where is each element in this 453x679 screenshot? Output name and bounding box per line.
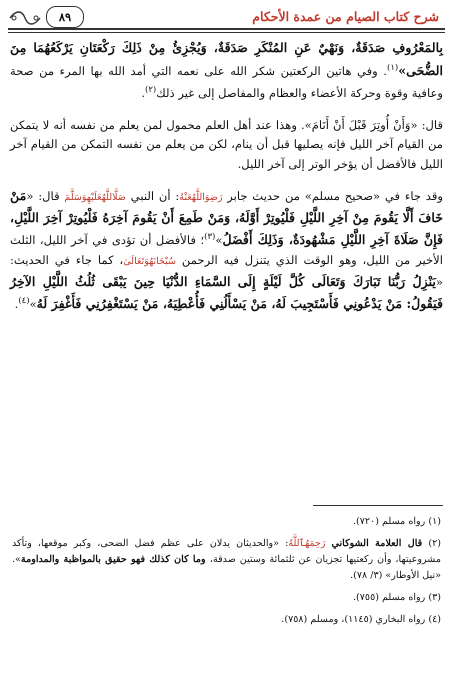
hadith-text: بِالمَعْرُوفِ صَدَقَةٌ، وَنَهْيٌ عَنِ المُنْكَرِ صَدَقَةٌ، وَيُجْزِئُ مِنْ ذَلِكَ رَكْعَتَانِ يَرْكَعُهُمَا مِنَ الضُّحَى» <box>10 40 443 78</box>
footnote-2: (٢) قال العلامة الشوكاني رَحِمَهُٱللَّهُ: «والحديثان يدلان على عظم فضل الضحى، وكبر موقعها، وتأكد مشروعيتها، وأن ركعتيها تجزيان عن ثلثمائة وستين صدقة، وما كان كذلك فهو حقيق بالمواظبة والمداومة». «نيل الأوطار» (٣/ ٧٨). <box>12 538 442 581</box>
footnote-ref-1: (١) <box>387 62 399 73</box>
main-text <box>10 38 443 321</box>
commentary-text: . وفي هاتين الركعتين شكر الله على نعمه التي أمد الله بها المرء من صحة وعافية وقوة وحركة الأعضاء والعظام والمفاصل إلى غير ذلك <box>10 63 443 100</box>
footnote-separator <box>313 505 443 506</box>
honorific-salla: صَلَّاللَّهُعَلَيْهِوَسَلَّمَ <box>64 192 126 204</box>
footnote-4: (٤) رواه البخاري (١١٤٥)، ومسلم (٧٥٨). <box>281 614 441 625</box>
footnote-3: (٣) رواه مسلم (٧٥٥). <box>352 592 441 603</box>
footnote-author: قال العلامة الشوكاني <box>331 538 423 549</box>
footnotes <box>12 514 441 634</box>
paragraph-3: وقد جاء في «صحيح مسلم» من حديث جابر رَضِوَاللَّهُعَنْهُ: أن النبي صَلَّاللَّهُعَلَيْهِوَسَلَّمَ قال: «مَنْ خَافَ أَلَّا يَقُومَ مِنْ آخِرِ اللَّيْلِ فَلْيُوتِرْ أَوَّلَهُ، وَمَنْ طَمِعَ أَنْ يَقُومَ آخِرَهُ فَلْيُوتِرْ آخِرَ اللَّيْلِ، فَإِنَّ صَلَاةَ آخِرِ اللَّيْلِ مَشْهُودَةٌ، وَذَلِكَ أَفْضَلُ»$^{(٣)}$؛ فالأفضل أن تؤدى في آخر الليل، الثلث الأخير من الليل، وهو الوقت الذي يتنزل فيه الرحمن سُبْحَانَهُوَتَعَالَىٰ، كما جاء في الحديث: «يَنْزِلُ رَبُّنَا تَبَارَكَ وَتَعَالَى كُلَّ لَيْلَةٍ إِلَى السَّمَاءِ الدُّنْيَا حِينَ يَبْقَى ثُلُثُ اللَّيْلِ الآخِرُ فَيَقُولُ: مَنْ يَدْعُونِي فَأَسْتَجِيبَ لَهُ، مَنْ يَسْأَلُنِي فَأُعْطِيَهُ، مَنْ يَسْتَغْفِرُنِي فَأَغْفِرَ لَهُ»$^{(٤)}$. <box>10 188 444 311</box>
footnote-1: (١) رواه مسلم (٧٢٠). <box>352 516 441 527</box>
honorific-subhanahu: سُبْحَانَهُوَتَعَالَىٰ <box>123 255 176 267</box>
header-rule-thin <box>8 32 445 33</box>
honorific-radiya: رَضِوَاللَّهُعَنْهُ <box>179 192 223 204</box>
running-title: شرح كتاب الصيام من عمدة الأحكام <box>252 9 439 24</box>
header-rule <box>8 28 445 30</box>
paragraph-2: قال: «وَأَنْ أُوتِرَ قَبْلَ أَنْ أَنَامَ». وهذا عند أهل العلم محمول لمن يعلم من نفسه أنه لا يتمكن من القيام آخر الليل فإنه يصليها قبل أن ينام، لكن من يعلم من نفسه التمكن من القيام آخر الليل فالأفضل أن يؤخر الوتر إلى آخر الليل. <box>10 117 443 171</box>
footnote-ref-3: (٣) <box>204 232 216 243</box>
page-number: ٨٩ <box>46 6 84 28</box>
ornament-icon <box>8 8 42 28</box>
footnote-ref-4: (٤) <box>18 296 30 307</box>
hadith-text-2: مَنْ خَافَ أَلَّا يَقُومَ مِنْ آخِرِ اللَّيْلِ فَلْيُوتِرْ أَوَّلَهُ، وَمَنْ طَمِعَ أَنْ يَقُومَ آخِرَهُ فَلْيُوتِرْ آخِرَ اللَّيْلِ، فَإِنَّ صَلَاةَ آخِرِ اللَّيْلِ مَشْهُودَةٌ، وَذَلِكَ أَفْضَلُ <box>10 188 444 248</box>
footnote-emphasis: وما كان كذلك فهو حقيق بالمواظبة والمداومة <box>20 554 210 565</box>
honorific-rahimahu: رَحِمَهُٱللَّهُ <box>288 538 326 549</box>
hadith-text-3: يَنْزِلُ رَبُّنَا تَبَارَكَ وَتَعَالَى كُلَّ لَيْلَةٍ إِلَى السَّمَاءِ الدُّنْيَا حِينَ يَبْقَى ثُلُثُ اللَّيْلِ الآخِرُ فَيَقُولُ: مَنْ يَدْعُونِي فَأَسْتَجِيبَ لَهُ، مَنْ يَسْأَلُنِي فَأُعْطِيَهُ، مَنْ يَسْتَغْفِرُنِي فَأَغْفِرَ لَهُ <box>10 273 443 311</box>
page-header <box>8 6 445 32</box>
footnote-ref-2: (٢) <box>145 85 157 96</box>
paragraph-1: بِالمَعْرُوفِ صَدَقَةٌ، وَنَهْيٌ عَنِ المُنْكَرِ صَدَقَةٌ، وَيُجْزِئُ مِنْ ذَلِكَ رَكْعَتَانِ يَرْكَعُهُمَا مِنَ الضُّحَى»$^{(١)}$. وفي هاتين الركعتين شكر الله على نعمه التي أمد الله بها المرء من صحة وعافية وقوة وحركة الأعضاء والعظام والمفاصل إلى غير ذلك$^{(٢)}$. <box>10 40 443 100</box>
